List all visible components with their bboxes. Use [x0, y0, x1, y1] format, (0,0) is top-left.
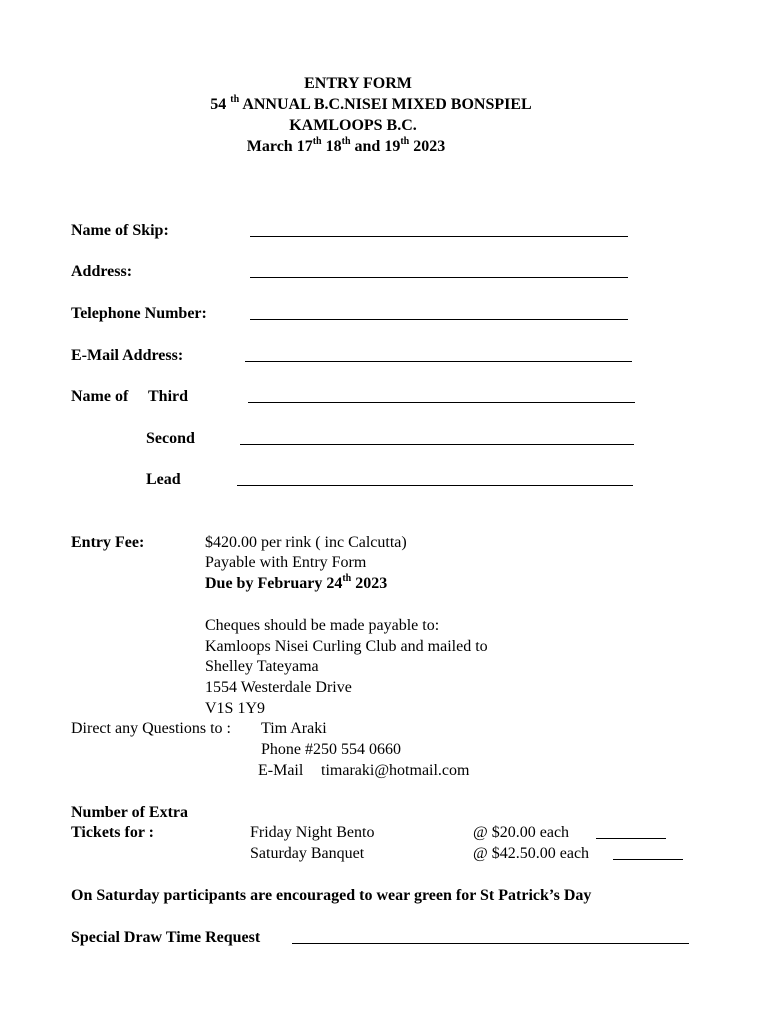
contact-phone: Phone #250 554 0660: [261, 741, 401, 758]
event-dates: March 17th 18th and 19th 2023: [246, 135, 446, 155]
second-label: Second: [146, 430, 195, 447]
event-title: 54 $^{th}$ ANNUAL B.C.NISEI MIXED BONSPIEL: [210, 93, 532, 113]
cheques-line-2: Kamloops Nisei Curling Club and mailed to: [205, 638, 488, 655]
cheques-line-4: 1554 Westerdale Drive: [205, 679, 352, 696]
fee-amount: $420.00 per rink ( inc Calcutta): [205, 534, 407, 551]
cheques-line-1: Cheques should be made payable to:: [205, 617, 440, 634]
green-notice: On Saturday participants are encouraged to wear green for St Patrick’s Day: [71, 887, 592, 904]
third-label: Third: [148, 388, 189, 405]
form-title: ENTRY FORM: [304, 75, 412, 92]
skip-label: Name of Skip:: [71, 222, 169, 239]
address-label: Address:: [71, 263, 133, 280]
lead-input-line[interactable]: [237, 485, 633, 486]
email-input-line[interactable]: [245, 361, 632, 362]
address-input-line[interactable]: [250, 277, 628, 278]
tickets-label-2: Tickets for :: [71, 824, 154, 841]
email-label: E-Mail Address:: [71, 347, 184, 364]
ticket-qty-bento-line[interactable]: [596, 838, 666, 839]
second-input-line[interactable]: [240, 444, 634, 445]
fee-due-date: Due by February 24th 2023: [205, 572, 388, 592]
telephone-input-line[interactable]: [250, 319, 628, 320]
contact-email-label: E-Mail: [258, 762, 304, 779]
contact-name: Tim Araki: [261, 720, 327, 737]
special-draw-label: Special Draw Time Request: [71, 929, 261, 946]
entry-fee-label: Entry Fee:: [71, 534, 145, 551]
skip-input-line[interactable]: [250, 236, 628, 237]
telephone-label: Telephone Number:: [71, 305, 207, 322]
name-of-label: Name of: [71, 388, 129, 405]
ticket-item-bento: Friday Night Bento: [250, 824, 375, 841]
contact-email[interactable]: timaraki@hotmail.com: [321, 762, 470, 779]
event-location: KAMLOOPS B.C.: [289, 117, 417, 134]
cheques-line-5: V1S 1Y9: [205, 700, 266, 717]
ticket-qty-banquet-line[interactable]: [613, 859, 683, 860]
lead-label: Lead: [146, 471, 181, 488]
ticket-price-bento: @ $20.00 each: [473, 824, 570, 841]
questions-label: Direct any Questions to :: [71, 720, 231, 737]
special-draw-input-line[interactable]: [292, 943, 689, 944]
ticket-item-banquet: Saturday Banquet: [250, 845, 365, 862]
tickets-label-1: Number of Extra: [71, 804, 189, 821]
fee-payable: Payable with Entry Form: [205, 554, 367, 571]
cheques-line-3: Shelley Tateyama: [205, 658, 319, 675]
ticket-price-banquet: @ $42.50.00 each: [473, 845, 590, 862]
third-input-line[interactable]: [248, 402, 635, 403]
